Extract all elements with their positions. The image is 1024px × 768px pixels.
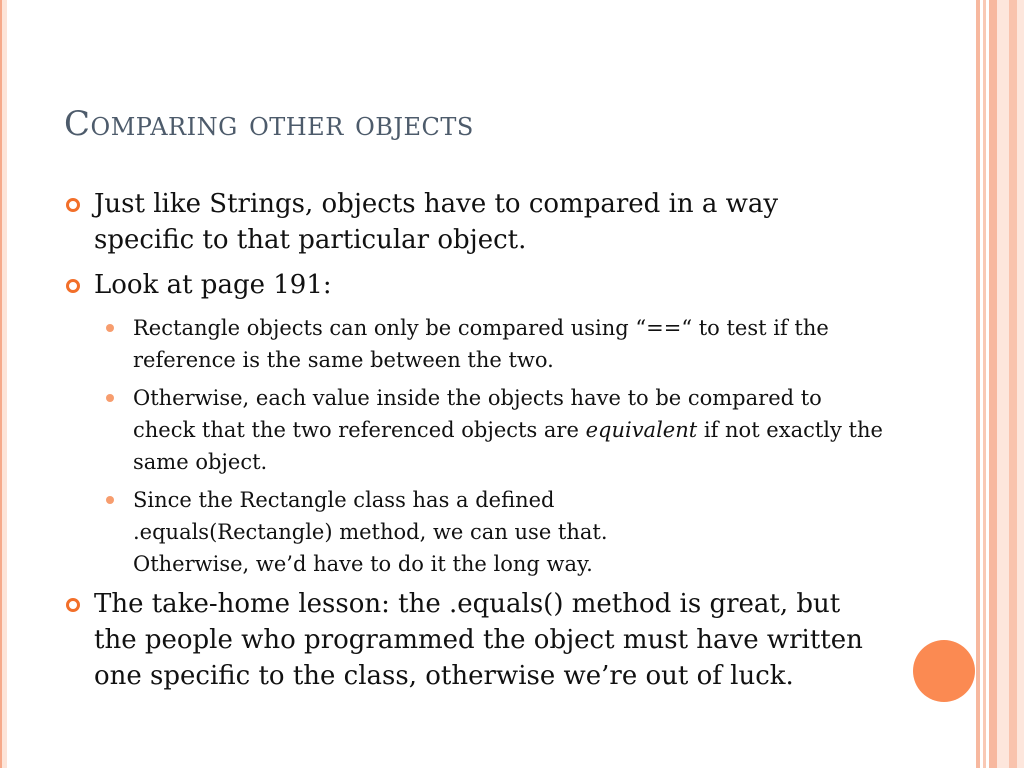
bullet-item: [64, 586, 884, 694]
sub-bullet-text: Rectangle objects can only be compared using “==“ to test if the reference is the same between the two.: [133, 316, 829, 372]
right-stripe-decoration: [989, 0, 997, 768]
right-stripe-decoration: [997, 0, 1009, 768]
sub-bullet-text: [133, 488, 608, 576]
bullet-text: Look at page 191:: [94, 270, 332, 300]
bullet-item: [64, 186, 884, 258]
sub-bullet-text-part: if not exactly the same object.: [133, 418, 883, 474]
sub-bullet-item: [64, 484, 884, 580]
ring-bullet-icon: [66, 279, 80, 293]
dot-bullet-icon: [106, 496, 114, 504]
sub-bullet-line: .equals(Rectangle) method, we can use that.: [133, 520, 608, 544]
bullet-text: Just like Strings, objects have to compared in a way specific to that particular object.: [94, 189, 779, 255]
slide-content: [64, 186, 884, 703]
sub-bullet-line: Since the Rectangle class has a defined: [133, 488, 555, 512]
orange-circle-decoration: [913, 640, 975, 702]
sub-bullet-item: [64, 312, 884, 376]
sub-bullet-line: Otherwise, we’d have to do it the long way.: [133, 552, 593, 576]
bullet-text: The take-home lesson: the .equals() method is great, but the people who programmed the object must have written one specific to the class, otherwise we’re out of luck.: [94, 589, 863, 691]
sub-bullet-item: [64, 382, 884, 478]
ring-bullet-icon: [66, 198, 80, 212]
dot-bullet-icon: [106, 394, 114, 402]
bullet-item: [64, 267, 884, 303]
slide-title: Comparing other objects: [64, 104, 474, 144]
ring-bullet-icon: [66, 598, 80, 612]
right-stripe-decoration: [1017, 0, 1024, 768]
right-stripe-decoration: [976, 0, 980, 768]
sub-bullet-text-part: Otherwise, each value inside the objects have to be compared to check that the two referenced objects are: [133, 386, 822, 442]
right-stripe-decoration: [983, 0, 986, 768]
sub-bullet-text: [133, 386, 883, 474]
dot-bullet-icon: [106, 324, 114, 332]
left-border-decoration: [0, 0, 7, 768]
emphasized-word: equivalent: [585, 418, 698, 442]
right-stripe-decoration: [1009, 0, 1017, 768]
